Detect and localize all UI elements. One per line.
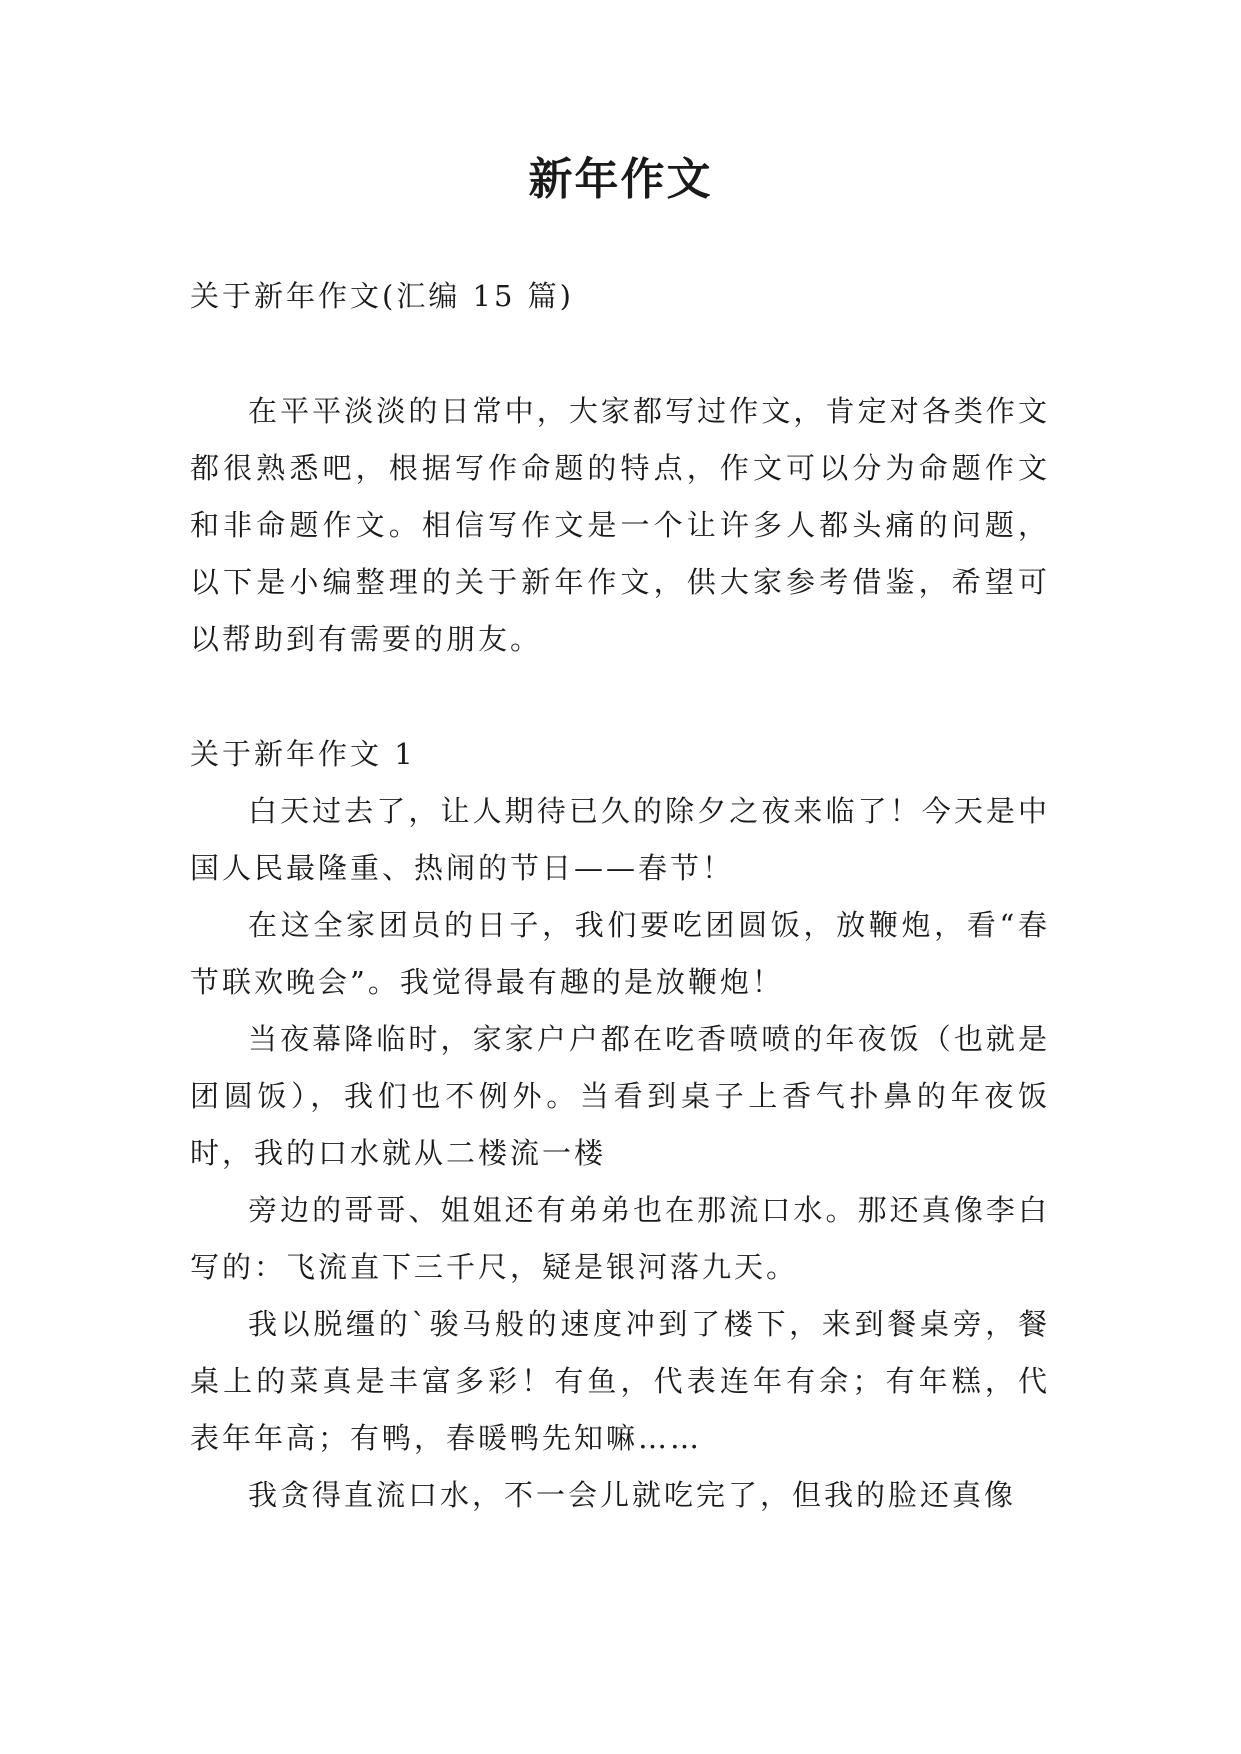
body-paragraph: 当夜幕降临时，家家户户都在吃香喷喷的年夜饭（也就是团圆饭），我们也不例外。当看到桌子上香气扑鼻的年夜饭时，我的口水就从二楼流一楼 bbox=[190, 1022, 1050, 1170]
document-subtitle: 关于新年作文(汇编 15 篇) bbox=[190, 279, 574, 313]
document-title: 新年作文 bbox=[528, 154, 713, 205]
intro-paragraph: 在平平淡淡的日常中，大家都写过作文，肯定对各类作文都很熟悉吧，根据写作命题的特点，作文可以分为命题作文和非命题作文。相信写作文是一个让许多人都头痛的问题，以下是小编整理的关于新年作文，供大家参考借鉴，希望可以帮助到有需要的朋友。 bbox=[190, 394, 1050, 656]
body-paragraph: 旁边的哥哥、姐姐还有弟弟也在那流口水。那还真像李白写的：飞流直下三千尺，疑是银河落九天。 bbox=[190, 1193, 1050, 1284]
body-paragraph: 我以脱缰的`骏马般的速度冲到了楼下，来到餐桌旁，餐桌上的菜真是丰富多彩！有鱼，代表连年有余；有年糕，代表年年高；有鸭，春暖鸭先知嘛…… bbox=[190, 1307, 1050, 1455]
body-paragraph: 白天过去了，让人期待已久的除夕之夜来临了！今天是中国人民最隆重、热闹的节日——春节！ bbox=[190, 794, 1050, 885]
body-paragraph: 在这全家团员的日子，我们要吃团圆饭，放鞭炮，看“春节联欢晚会”。我觉得最有趣的是放鞭炮！ bbox=[190, 908, 1050, 999]
body-paragraph: 我贪得直流口水，不一会儿就吃完了，但我的脸还真像 bbox=[248, 1478, 1017, 1512]
section-heading: 关于新年作文 1 bbox=[190, 737, 416, 771]
document-body bbox=[190, 268, 1050, 1524]
